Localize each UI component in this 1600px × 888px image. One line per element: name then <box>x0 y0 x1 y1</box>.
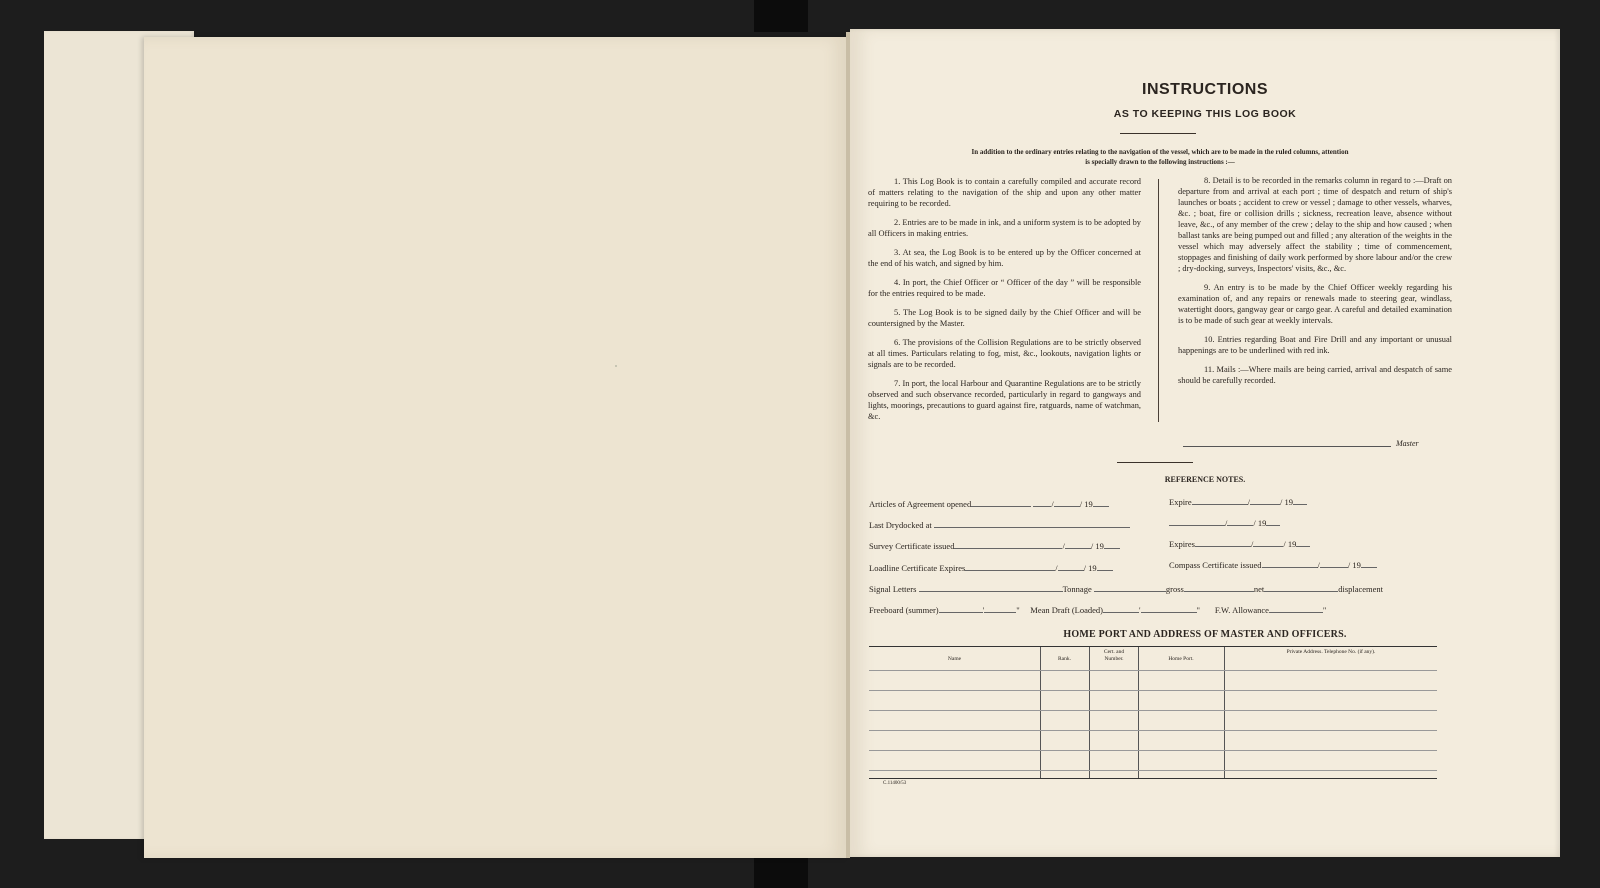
table-column-rule <box>1089 647 1090 778</box>
master-label: Master <box>1396 439 1419 448</box>
mean-draft-label: Mean Draft (Loaded) <box>1030 605 1103 615</box>
page-subtitle: AS TO KEEPING THIS LOG BOOK <box>1113 108 1297 120</box>
left-blank-page <box>144 37 846 858</box>
last-drydocked-blank[interactable] <box>934 519 1130 528</box>
drydock-month-blank[interactable] <box>1227 517 1253 526</box>
expires-blank[interactable] <box>1195 538 1254 549</box>
col-header-cert: Cert. and Number. <box>1103 649 1125 662</box>
expires-field <box>1169 538 1310 549</box>
table-row[interactable] <box>869 770 1437 771</box>
inch-mark: " <box>1016 605 1020 615</box>
instruction-item: 10. Entries regarding Boat and Fire Drill and any important or unusual happenings are to be underlined with red ink. <box>1178 335 1452 355</box>
tonnage-label: Tonnage <box>1062 584 1092 594</box>
expire-month-blank[interactable] <box>1247 496 1280 507</box>
year-prefix: / 19 <box>1090 541 1104 551</box>
compass-year-blank[interactable] <box>1361 559 1377 568</box>
year-prefix: / 19 <box>1079 499 1093 509</box>
instruction-item: 6. The provisions of the Collision Regulations are to be strictly observed at all times. Particulars relating to fog, mist, &c., lookouts, navigation lights or signals are to be recorded. <box>868 338 1141 369</box>
expires-month-blank[interactable] <box>1250 538 1283 549</box>
instruction-item: 11. Mails :—Where mails are being carried, arrival and despatch of same should be carefully recorded. <box>1178 365 1452 385</box>
compass-label: Compass Certificate issued <box>1169 560 1262 570</box>
slash: / <box>1225 518 1228 528</box>
year-prefix: / 19 <box>1283 539 1297 549</box>
book-spine-bottom <box>754 857 808 888</box>
table-row[interactable] <box>869 690 1437 691</box>
table-column-rule <box>1138 647 1139 778</box>
inch-mark: " <box>1196 605 1201 615</box>
slash: / <box>1055 563 1058 573</box>
expire-label: Expire <box>1169 497 1192 507</box>
slash: / <box>1317 560 1320 570</box>
page-title: INSTRUCTIONS <box>1142 81 1268 98</box>
col-header-rank: Rank. <box>1058 656 1071 662</box>
expire-blank[interactable] <box>1192 496 1251 507</box>
year-prefix: / 19 <box>1253 518 1267 528</box>
section-divider <box>1117 462 1193 463</box>
survey-month-blank[interactable] <box>1065 540 1091 549</box>
instruction-item: 9. An entry is to be made by the Chief Officer weekly regarding his examination of, and any repairs or renewals made to steering gear, windlass, watertight doors, gangway gear or cargo gear. A careful and detailed examination is to be made of such gear at weekly intervals. <box>1178 283 1452 325</box>
table-row[interactable] <box>869 750 1437 751</box>
expire-year-blank[interactable] <box>1293 496 1307 505</box>
displacement-label: displacement <box>1338 584 1384 594</box>
signal-letters-blank[interactable] <box>919 583 1063 592</box>
loadline-label: Loadline Certificate Expires <box>869 563 966 573</box>
instruction-item: 1. This Log Book is to contain a carefully compiled and accurate record of matters relating to the navigation of the ship and upon any other matter requiring to be recorded. <box>868 177 1141 208</box>
table-top-rule <box>869 646 1437 647</box>
feet-mark: ' <box>1138 605 1141 615</box>
intro-text: In addition to the ordinary entries relating to the navigation of the vessel, which are to be made in the ruled columns, attention is specially drawn to the following instructions :— <box>971 148 1349 166</box>
instruction-item: 2. Entries are to be made in ink, and a uniform system is to be adopted by all Officers in making entries. <box>868 218 1141 238</box>
instruction-item: 7. In port, the local Harbour and Quarantine Regulations are to be strictly observed and such observance recorded, particularly in regard to gangways and lights, moorings, precautions to guard against fire, ratguards, name of watchman, &c. <box>868 379 1141 421</box>
drydock-day-blank[interactable] <box>1169 517 1228 528</box>
signal-letters-label: Signal Letters <box>869 584 917 594</box>
loadline-month-blank[interactable] <box>1058 562 1084 571</box>
slash: / <box>1051 499 1054 509</box>
freeboard-label: Freeboard (summer) <box>869 605 939 615</box>
master-signature-line[interactable] <box>1183 446 1391 447</box>
expire-field <box>1169 496 1307 507</box>
table-bottom-rule <box>869 778 1437 779</box>
survey-year-blank[interactable] <box>1104 540 1120 549</box>
slash: / <box>1247 497 1251 507</box>
title-divider <box>1120 133 1196 134</box>
reference-notes-title: REFERENCE NOTES. <box>1164 475 1246 484</box>
articles-label: Articles of Agreement opened <box>869 499 972 509</box>
table-column-rule <box>1224 647 1225 778</box>
freeboard-inch-blank[interactable] <box>984 604 1016 613</box>
instruction-item: 5. The Log Book is to be signed daily by the Chief Officer and will be countersigned by the Master. <box>868 308 1141 328</box>
net-label: net <box>1253 584 1265 594</box>
year-prefix: / 19 <box>1083 563 1097 573</box>
expires-year-blank[interactable] <box>1296 538 1310 547</box>
home-port-title: HOME PORT AND ADDRESS OF MASTER AND OFFICERS. <box>1063 629 1347 640</box>
compass-month-blank[interactable] <box>1317 559 1348 570</box>
instruction-item: 3. At sea, the Log Book is to be entered up by the Officer concerned at the end of his watch, and signed by him. <box>868 248 1141 268</box>
fw-allowance-blank[interactable] <box>1269 604 1323 613</box>
drydock-date-field <box>1169 517 1280 528</box>
articles-month-blank[interactable] <box>1054 498 1080 507</box>
articles-blank[interactable] <box>971 498 1031 507</box>
book-spine-top <box>754 0 808 32</box>
mean-draft-feet-blank[interactable] <box>1103 604 1139 613</box>
col-header-name: Name <box>947 656 962 662</box>
paper-speck <box>615 365 617 367</box>
compass-blank[interactable] <box>1262 559 1318 568</box>
compass-field <box>1169 559 1377 570</box>
last-drydocked-field <box>869 519 1130 530</box>
table-row[interactable] <box>869 730 1437 731</box>
loadline-field <box>869 562 1113 573</box>
survey-field <box>869 540 1120 551</box>
loadline-year-blank[interactable] <box>1097 562 1113 571</box>
fw-allowance-label: F.W. Allowance <box>1214 605 1269 615</box>
instructions-left-column <box>868 176 1141 430</box>
table-row[interactable] <box>869 670 1437 671</box>
instructions-right-column <box>1178 175 1452 394</box>
feet-mark: ' <box>982 605 985 615</box>
gross-label: gross <box>1165 584 1184 594</box>
articles-day-blank[interactable] <box>1033 498 1054 509</box>
slash: / <box>1250 539 1254 549</box>
loadline-blank[interactable] <box>965 562 1058 573</box>
gross-blank[interactable] <box>1184 583 1254 592</box>
freeboard-row <box>869 604 1326 615</box>
instruction-item: 4. In port, the Chief Officer or “ Officer of the day ” will be responsible for the entries required to be made. <box>868 278 1141 298</box>
freeboard-feet-blank[interactable] <box>939 604 983 613</box>
year-prefix: / 19 <box>1280 497 1294 507</box>
inch-mark: " <box>1322 605 1327 615</box>
instructions-page <box>850 29 1560 857</box>
year-prefix: / 19 <box>1347 560 1361 570</box>
last-drydocked-label: Last Drydocked at <box>869 520 932 530</box>
articles-year-blank[interactable] <box>1093 498 1109 507</box>
col-header-home-port: Home Port. <box>1168 656 1194 662</box>
col-header-address: Private Address. Telephone No. (if any). <box>1286 649 1376 655</box>
column-divider <box>1158 179 1159 422</box>
tonnage-blank[interactable] <box>1094 583 1166 592</box>
survey-blank[interactable] <box>954 540 1065 551</box>
table-column-rule <box>1040 647 1041 778</box>
net-blank[interactable] <box>1264 583 1338 592</box>
expires-label: Expires <box>1169 539 1195 549</box>
mean-draft-inch-blank[interactable] <box>1138 604 1197 615</box>
survey-label: Survey Certificate issued <box>869 541 955 551</box>
print-code: C.11400/53 <box>883 781 907 786</box>
slash: / <box>1062 541 1065 551</box>
articles-field <box>869 498 1109 509</box>
table-row[interactable] <box>869 710 1437 711</box>
drydock-year-blank[interactable] <box>1266 517 1280 526</box>
signal-tonnage-row <box>869 583 1383 594</box>
instruction-item: 8. Detail is to be recorded in the remarks column in regard to :—Draft on departure from and arrival at each port ; time of despatch and return of ship's launches or boats ; accident to crew or vessel ; damage to other vessels, wharves, &c. ; boat, fire or collision drills ; sickness, recreation leave, absence without leave, &c., of any member of the crew ; delay to the ship and how caused ; when ballast tanks are being pumped out and filled ; any alteration of the weights in the vessel which may adversely affect the stability ; time of commencement, stoppages and finishing of daily work performed by shore labour and/or the crew ; dry-docking, surveys, Inspectors' visits, &c., &c. <box>1178 176 1452 273</box>
